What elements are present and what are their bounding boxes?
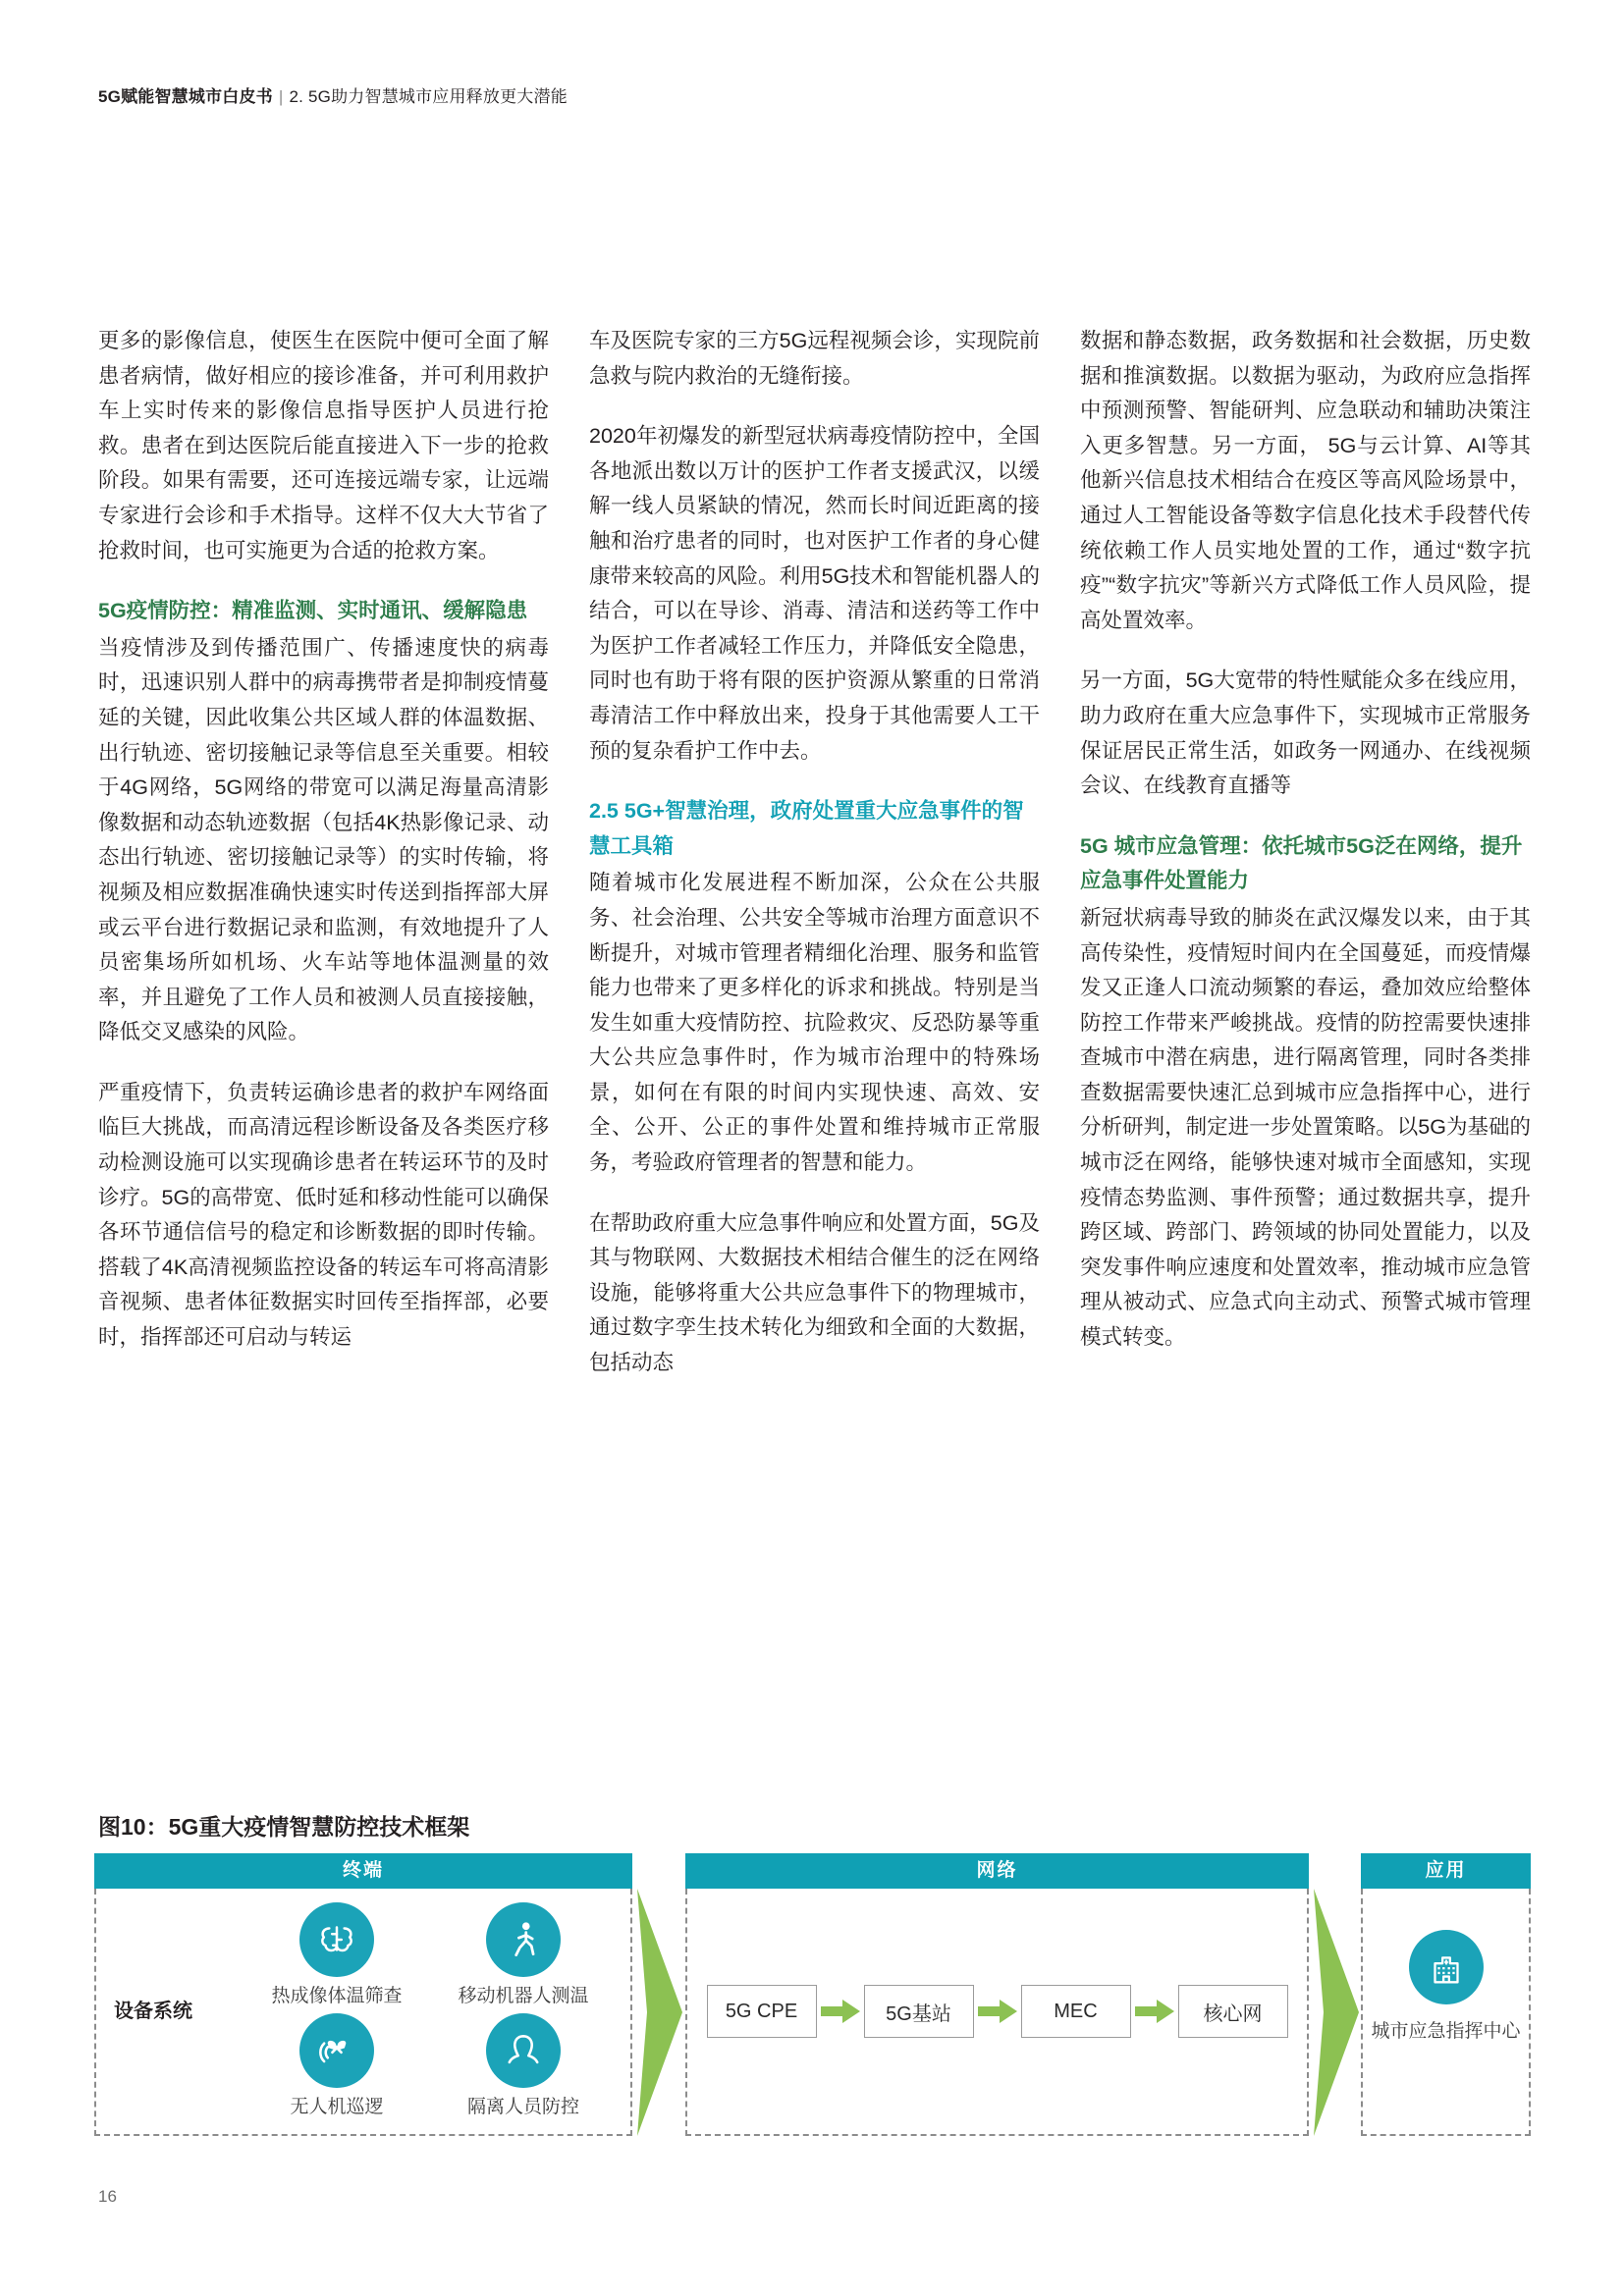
walking-person-icon [486, 1902, 561, 1977]
text-column-2 [589, 324, 1040, 1381]
paragraph: 随着城市化发展进程不断加深，公众在公共服务、社会治理、公共安全等城市治理方面意识不断提升，对城市管理者精细化治理、服务和监管能力也带来了更多样化的诉求和挑战。特别是当发生如重大疫情防控、抗险救灾、反恐防暴等重大公共应急事件时，作为城市治理中的特殊场景，如何在有限的时间内实现快速、高效、安全、公开、公正的事件处置和维持城市正常服务，考验政府管理者的智慧和能力。 [589, 871, 1040, 1175]
terminal-item-robot-temp[interactable] [430, 1902, 617, 2007]
panel-network [685, 1853, 1309, 2136]
network-node-mec[interactable]: MEC [1021, 1985, 1131, 2038]
paragraph: 新冠状病毒导致的肺炎在武汉爆发以来，由于其高传染性，疫情短时间内在全国蔓延，而疫情爆发又正逢人口流动频繁的春运，叠加效应给整体防控工作带来严峻挑战。疫情的防控需要快速排查城市中潜在病患，进行隔离管理，同时各类排查数据需要快速汇总到城市应急指挥中心，进行分析研判，制定进一步处置策略。以5G为基础的城市泛在网络，能够快速对城市全面感知，实现疫情态势监测、事件预警；通过数据共享，提升跨区域、跨部门、跨领域的协同处置能力，以及突发事件响应速度和处置效率，推动城市应急管理从被动式、应急式向主动式、预警式城市管理模式转变。 [1080, 905, 1531, 1350]
terminal-item-label: 无人机巡逻 [290, 2097, 384, 2117]
application-item-label: 城市应急指挥中心 [1371, 2021, 1521, 2042]
subheading-5g-epidemic-control: 5G疫情防控：精准监测、实时通讯、缓解隐患 [98, 599, 528, 623]
paragraph: 在帮助政府重大应急事件响应和处置方面，5G及其与物联网、大数据技术相结合催生的泛在网络设施，能够将重大公共应急事件下的物理城市，通过数字孪生技术转化为细致和全面的大数据，包括动态 [589, 1210, 1040, 1375]
paragraph: 数据和静态数据，政务数据和社会数据，历史数据和推演数据。以数据为驱动，为政府应急指挥中预测预警、智能研判、应急联动和辅助决策注入更多智慧。另一方面， 5G与云计算、AI等其他新兴信息技术相结合在疫区等高风险场景中，通过人工智能设备等数字信息化技术手段替代传统依赖工作人员实地处置的工作，通过“数字抗疫”“数字抗灾”等新兴方式降低工作人员风险，提高处置效率。 [1080, 329, 1531, 632]
section-heading-2-5: 2.5 5G+智慧治理，政府处置重大应急事件的智慧工具箱 [589, 799, 1024, 858]
paragraph: 严重疫情下，负责转运确诊患者的救护车网络面临巨大挑战，而高清远程诊断设备及各类医疗移动检测设施可以实现确诊患者在转运环节的及时诊疗。5G的高带宽、低时延和移动性能可以确保各环节通信信号的稳定和诊断数据的即时传输。搭载了4K高清视频监控设备的转运车可将高清影音视频、患者体征数据实时回传至指挥部，必要时，指挥部还可启动与转运 [98, 1080, 549, 1350]
flow-chevron-icon [1314, 1889, 1359, 2136]
terminal-item-label: 隔离人员防控 [466, 2097, 579, 2117]
drone-icon [299, 2013, 374, 2088]
running-head-separator: | [278, 87, 284, 106]
figure-10-diagram [94, 1853, 1531, 2177]
page-number: 16 [98, 2187, 117, 2206]
terminal-item-thermal[interactable] [244, 1902, 430, 2007]
paragraph: 更多的影像信息，使医生在医院中便可全面了解患者病情，做好相应的接诊准备，并可利用救护车上实时传来的影像信息指导医护人员进行抢救。患者在到达医院后能直接进入下一步的抢救阶段。如果有需要，还可连接远端专家，让远端专家进行会诊和手术指导。这样不仅大大节省了抢救时间，也可实施更为合适的抢救方案。 [98, 329, 549, 562]
text-column-3 [1080, 324, 1531, 1381]
person-head-icon [486, 2013, 561, 2088]
text-column-1 [98, 324, 549, 1381]
brain-icon [299, 1902, 374, 1977]
terminal-item-label: 热成像体温筛查 [271, 1986, 403, 2006]
network-node-base-station[interactable]: 5G基站 [864, 1985, 974, 2038]
paragraph: 车及医院专家的三方5G远程视频会诊，实现院前急救与院内救治的无缝衔接。 [589, 329, 1040, 388]
flow-chevron-icon [637, 1889, 682, 2136]
panel-application-header: 应用 [1361, 1853, 1531, 1889]
panel-application-body [1361, 1889, 1531, 2136]
terminal-icon-grid [244, 1902, 617, 2118]
figure-title: 图10：5G重大疫情智慧防控技术框架 [98, 1814, 470, 1840]
application-item[interactable] [1363, 1930, 1529, 2043]
article-columns [98, 324, 1532, 1381]
paragraph: 当疫情涉及到传播范围广、传播速度快的病毒时，迅速识别人群中的病毒携带者是抑制疫情蔓延的关键，因此收集公共区域人群的体温数据、出行轨迹、密切接触记录等信息至关重要。相较于4G网络，5G网络的带宽可以满足海量高清影像数据和动态轨迹数据（包括4K热影像记录、动态出行轨迹、密切接触记录等）的实时传输，将视频及相应数据准确快速实时传送到指挥部大屏或云平台进行数据记录和监测，有效地提升了人员密集场所如机场、火车站等地体温测量的效率，并且避免了工作人员和被测人员直接接触，降低交叉感染的风险。 [98, 635, 549, 1044]
hospital-building-icon [1409, 1930, 1484, 2004]
paragraph: 另一方面，5G大宽带的特性赋能众多在线应用，助力政府在重大应急事件下，实现城市正常服务保证居民正常生活，如政务一网通办、在线视频会议、在线教育直播等 [1080, 668, 1531, 798]
running-head-title: 5G赋能智慧城市白皮书 [98, 87, 273, 106]
panel-application [1361, 1853, 1531, 2136]
panel-network-body [685, 1889, 1309, 2136]
device-system-label: 设备系统 [114, 2001, 192, 2022]
paragraph: 2020年初爆发的新型冠状病毒疫情防控中，全国各地派出数以万计的医护工作者支援武汉，以缓解一线人员紧缺的情况，然而长时间近距离的接触和治疗患者的同时，也对医护工作者的身心健康带来较高的风险。利用5G技术和智能机器人的结合，可以在导诊、消毒、清洁和送药等工作中为医护工作者减轻工作压力，并降低安全隐患，同时也有助于将有限的医护资源从繁重的日常消毒清洁工作中释放出来，投身于其他需要人工干预的复杂看护工作中去。 [589, 424, 1040, 763]
terminal-item-isolation[interactable] [430, 2013, 617, 2118]
panel-terminal-header: 终端 [94, 1853, 632, 1889]
arrow-right-icon [974, 1997, 1021, 2026]
network-chain [687, 1985, 1307, 2038]
panel-terminal [94, 1853, 632, 2136]
panel-terminal-body [94, 1889, 632, 2136]
network-node-cpe[interactable]: 5G CPE [707, 1985, 817, 2038]
subheading-5g-city-emergency: 5G 城市应急管理：依托城市5G泛在网络，提升应急事件处置能力 [1080, 833, 1523, 893]
running-head-section: 2. 5G助力智慧城市应用释放更大潜能 [289, 87, 568, 106]
running-head [98, 82, 568, 107]
arrow-right-icon [817, 1997, 864, 2026]
arrow-right-icon [1131, 1997, 1178, 2026]
network-node-core[interactable]: 核心网 [1178, 1985, 1288, 2038]
terminal-item-label: 移动机器人测温 [458, 1986, 589, 2006]
panel-network-header: 网络 [685, 1853, 1309, 1889]
terminal-item-drone[interactable] [244, 2013, 430, 2118]
